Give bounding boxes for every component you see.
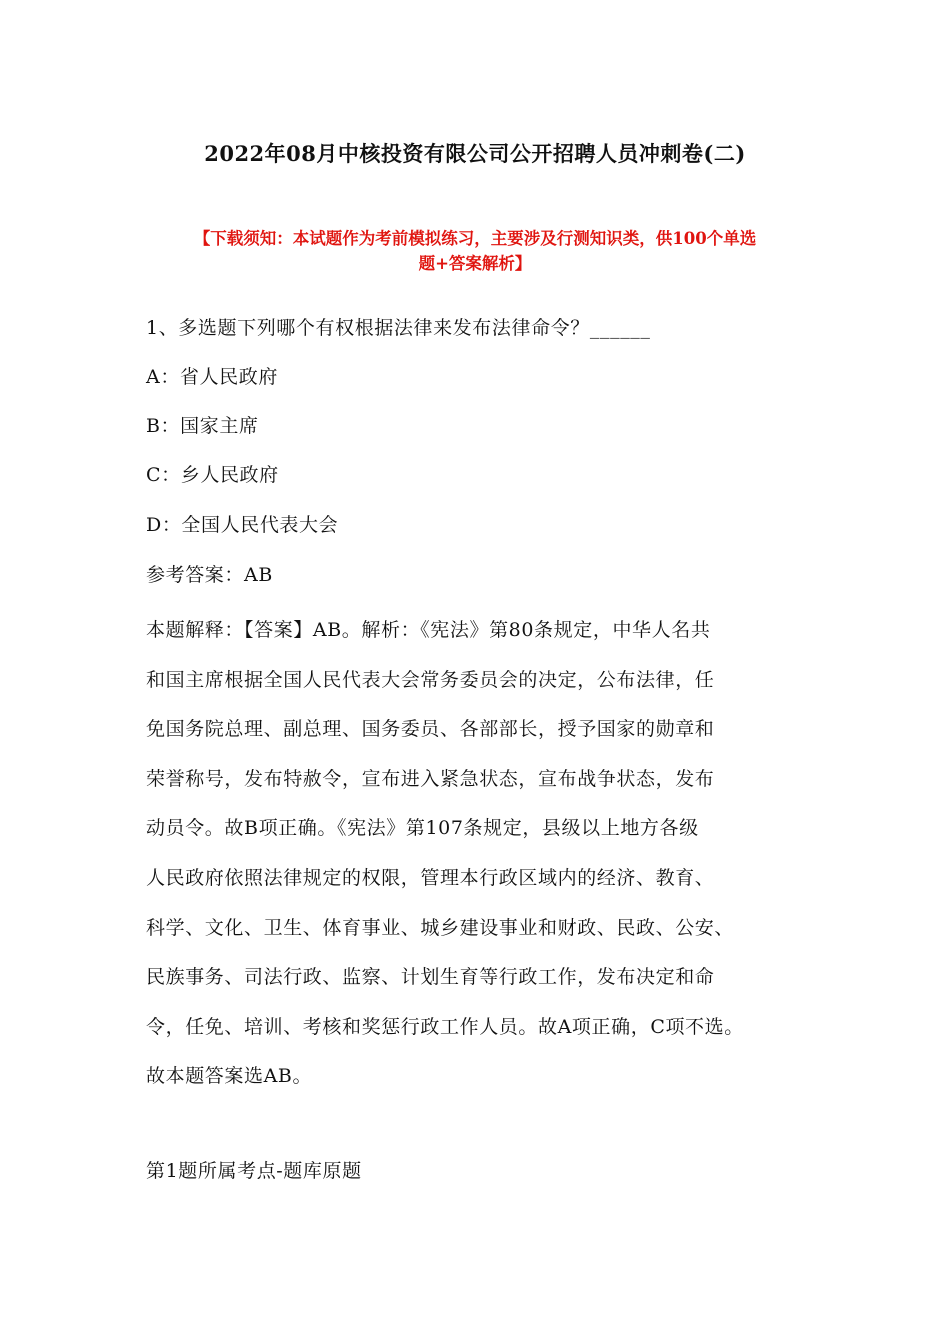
explanation-line: 人民政府依照法律规定的权限，管理本行政区域内的经济、教育、 [146,866,715,889]
option-b: B：国家主席 [146,415,259,437]
explanation-line: 令，任免、培训、考核和奖惩行政工作人员。故A项正确，C项不选。 [146,1015,744,1038]
explanation-line: 免国务院总理、副总理、国务委员、各部部长，授予国家的勋章和 [146,718,715,741]
explanation-line: 民族事务、司法行政、监察、计划生育等行政工作，发布决定和命 [146,966,715,989]
explanation-line: 科学、文化、卫生、体育事业、城乡建设事业和财政、民政、公安、 [146,916,735,939]
page-title: 2022年08月中核投资有限公司公开招聘人员冲刺卷(二) [204,141,746,166]
download-notice [140,226,810,276]
option-d: D：全国人民代表大会 [146,514,339,536]
explanation-line: 和国主席根据全国人民代表大会常务委员会的决定，公布法律，任 [146,668,715,691]
question-stem: 1、多选题下列哪个有权根据法律来发布法律命令？______ [146,317,651,339]
reference-answer: 参考答案：AB [146,564,273,586]
explanation-line: 动员令。故B项正确。《宪法》第107条规定，县级以上地方各级 [146,817,699,840]
notice-line-2: 题+答案解析】 [418,254,532,273]
option-c: C：乡人民政府 [146,464,279,486]
answer-explanation [146,606,836,1102]
notice-line-1: 【下载须知：本试题作为考前模拟练习，主要涉及行测知识类，供100个单选 [193,229,757,248]
knowledge-point: 第1题所属考点-题库原题 [146,1160,362,1182]
explanation-line: 故本题答案选AB。 [146,1065,313,1088]
option-a: A：省人民政府 [146,366,278,388]
explanation-line: 荣誉称号，发布特赦令，宣布进入紧急状态，宣布战争状态，发布 [146,767,715,790]
explanation-line: 本题解释：【答案】AB。解析：《宪法》第80条规定，中华人名共 [146,619,711,641]
